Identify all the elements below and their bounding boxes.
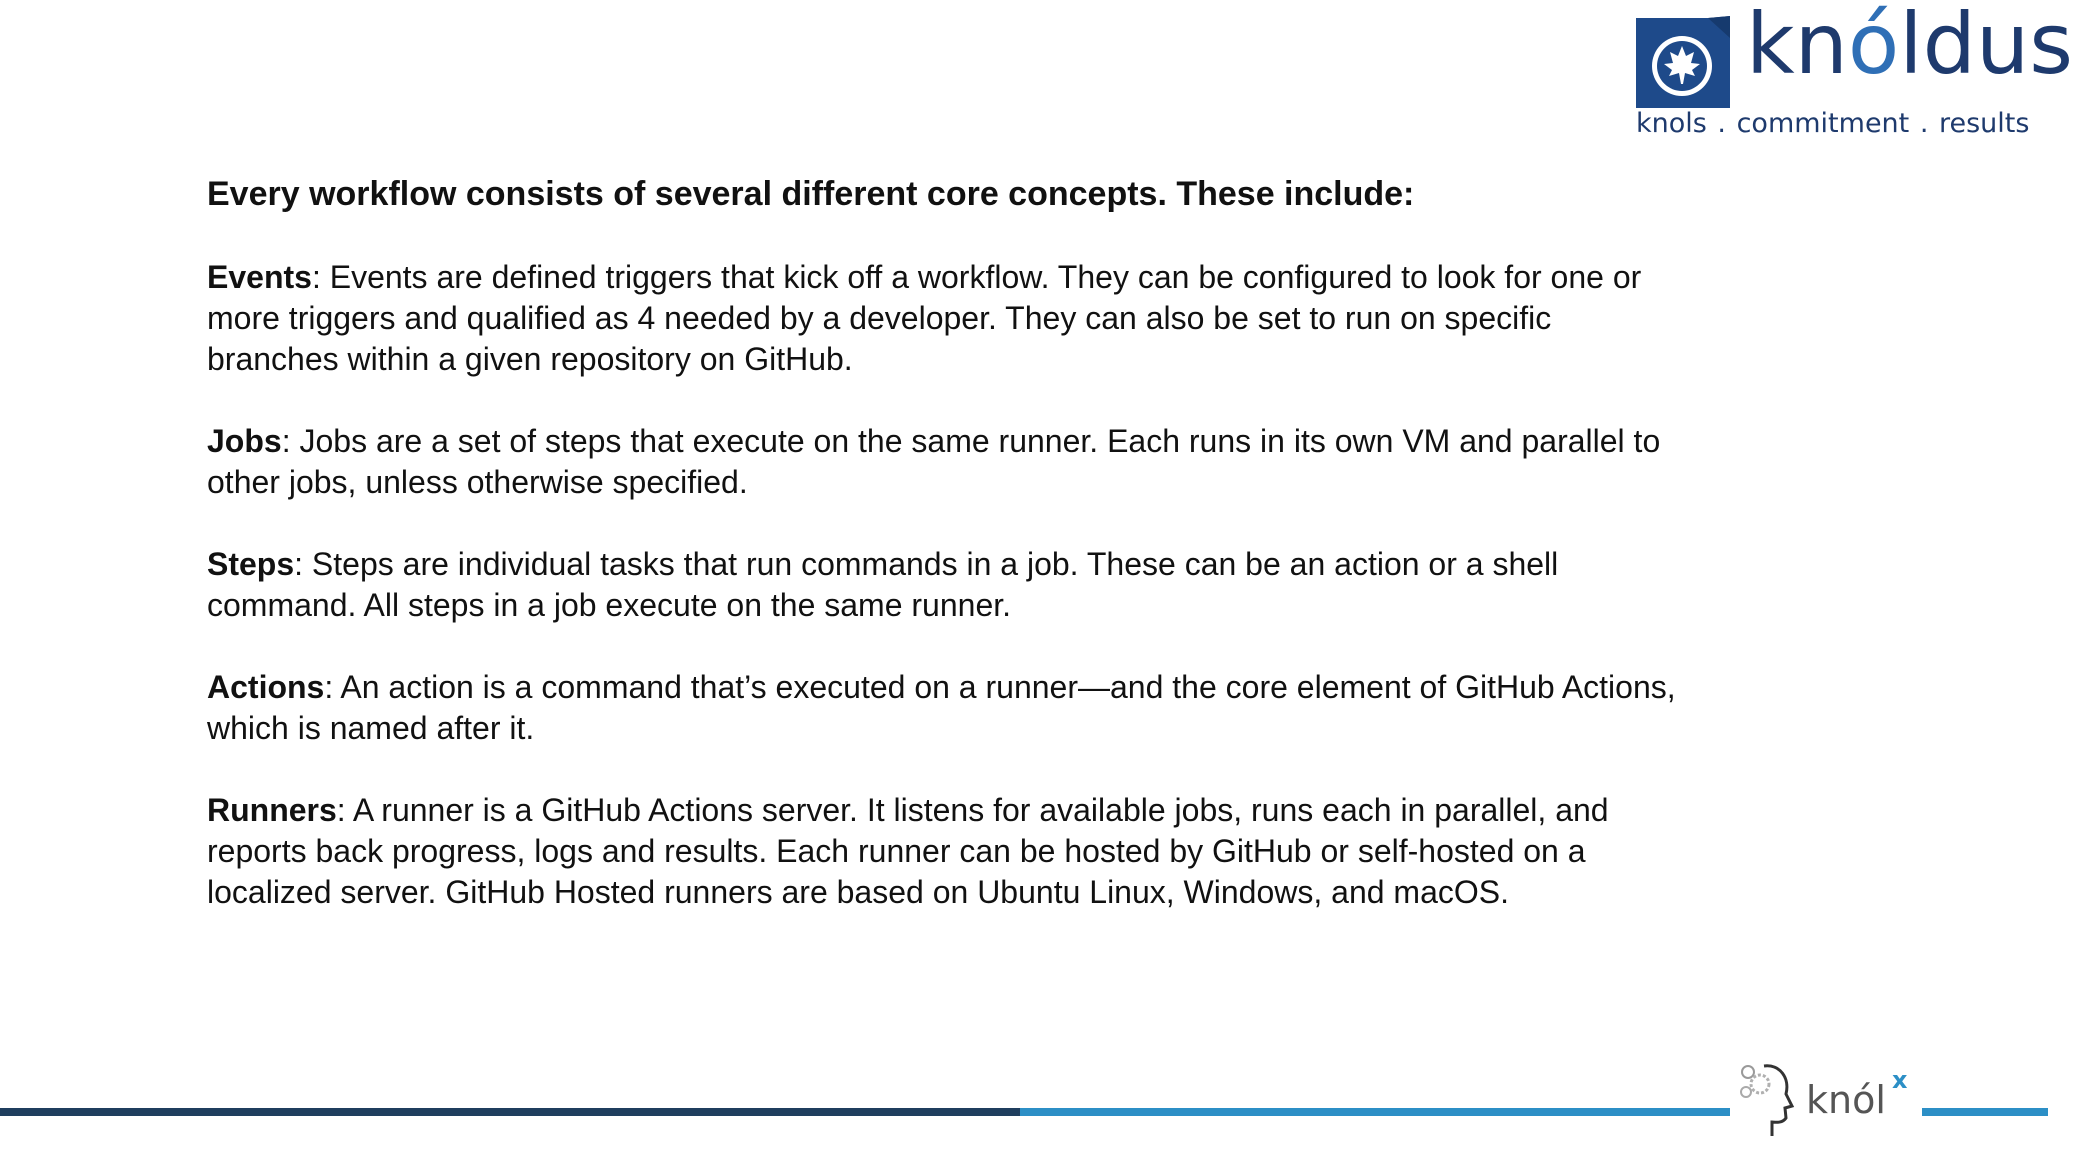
concept-term: Runners: [207, 792, 337, 828]
concept-jobs: [207, 421, 1677, 503]
knolx-superscript: x: [1892, 1066, 1908, 1094]
concept-runners: [207, 790, 1677, 913]
concept-events: [207, 257, 1677, 380]
knoldus-logo: [1636, 0, 2073, 146]
knolx-wordmark: knól: [1806, 1078, 1886, 1122]
concept-term: Steps: [207, 546, 295, 582]
slide-content: [207, 174, 1677, 954]
concept-term: Events: [207, 259, 312, 295]
concept-description: : Steps are individual tasks that run commands in a job. These can be an action or a shell command. All steps in a job execute on the same runner.: [207, 546, 1559, 623]
concept-description: : Jobs are a set of steps that execute on the same runner. Each runs in its own VM and parallel to other jobs, unless otherwise specified.: [207, 423, 1661, 500]
knoldus-wordmark: knóldus: [1746, 0, 2073, 93]
knoldus-tagline: knols . commitment . results: [1636, 108, 2030, 139]
footer-bar-light: [1020, 1108, 1730, 1116]
concept-description: : An action is a command that’s executed on a runner—and the core element of GitHub Actions, which is named after it.: [207, 669, 1676, 746]
footer-bar-dark: [0, 1108, 1020, 1116]
knolx-logo: [1730, 1054, 1922, 1152]
concept-description: : A runner is a GitHub Actions server. It listens for available jobs, runs each in parallel, and reports back progress, logs and results. Each runner can be hosted by GitHub or self-hosted on a localized server. GitHub Hosted runners are based on Ubuntu Linux, Windows, and macOS.: [207, 792, 1609, 910]
knoldus-maple-leaf-icon: [1636, 18, 1730, 108]
concept-steps: [207, 544, 1677, 626]
concept-description: : Events are defined triggers that kick off a workflow. They can be configured to look for one or more triggers and qualified as 4 needed by a developer. They can also be set to run on specific branches within a given repository on GitHub.: [207, 259, 1642, 377]
concept-term: Jobs: [207, 423, 282, 459]
concept-actions: [207, 667, 1677, 749]
head-gears-icon: [1730, 1054, 1810, 1152]
concept-term: Actions: [207, 669, 325, 705]
footer-bar-light-end: [1922, 1108, 2048, 1116]
slide-heading: Every workflow consists of several different core concepts. These include:: [207, 175, 1415, 213]
